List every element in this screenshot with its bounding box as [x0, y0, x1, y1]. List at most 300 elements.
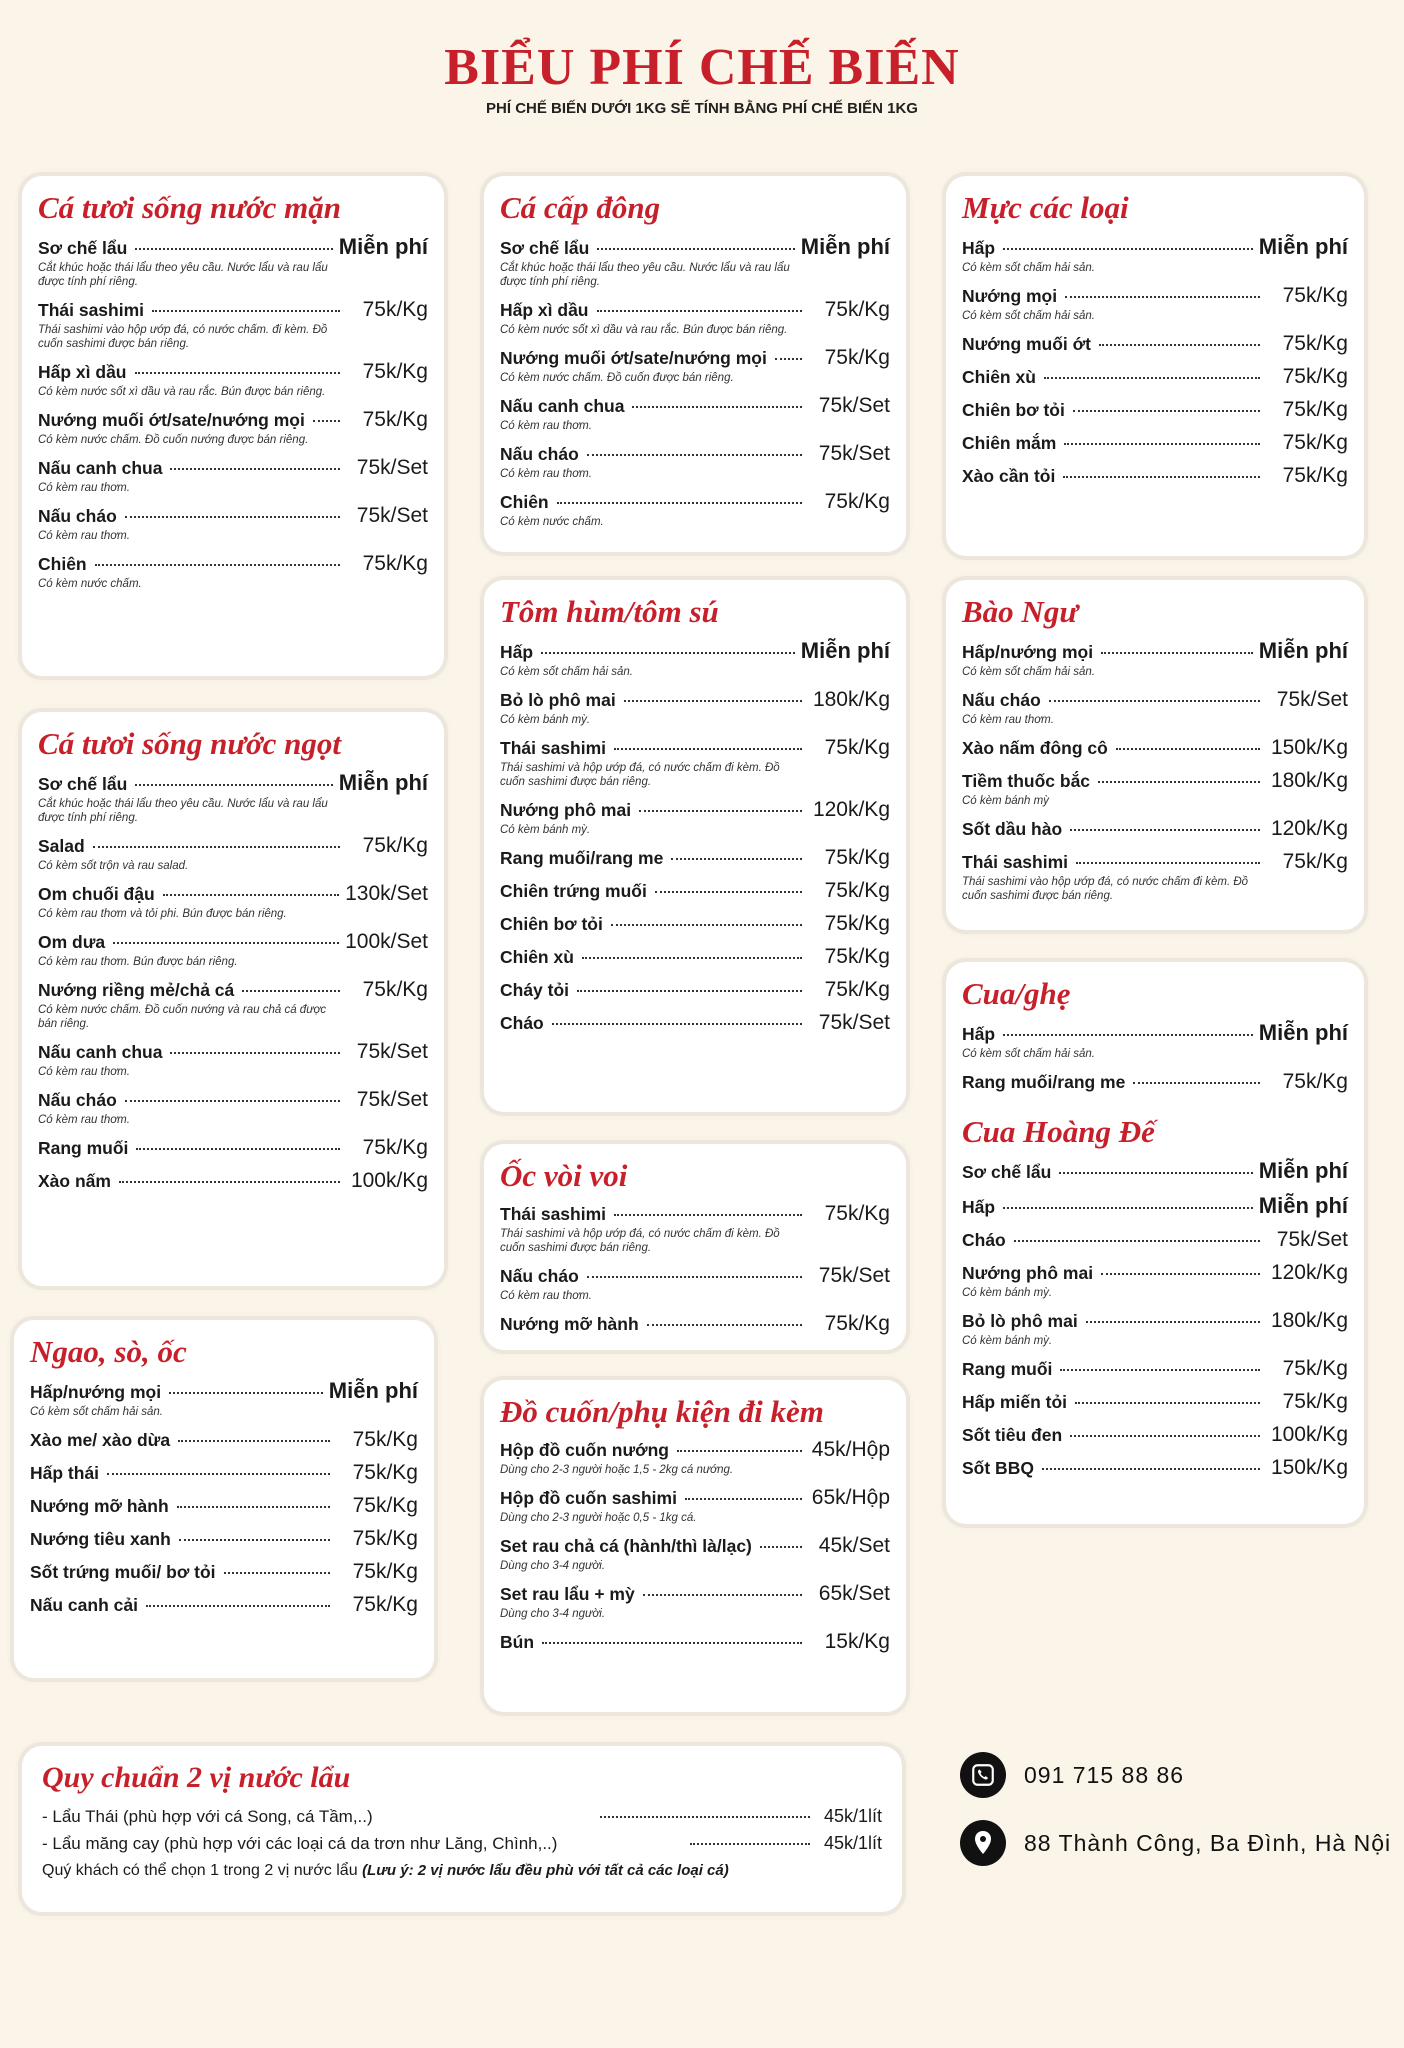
section-card — [946, 176, 1364, 556]
item-name: Cháo — [962, 1230, 1006, 1250]
menu-item-row — [962, 1390, 1348, 1414]
section-card — [946, 580, 1364, 930]
menu-item — [962, 736, 1348, 760]
leader-dots — [1070, 1435, 1260, 1437]
item-price: 75k/Kg — [824, 912, 890, 935]
item-price: 75k/Kg — [352, 1560, 418, 1583]
leader-dots — [1003, 1034, 1253, 1036]
broth-line-name: - Lẩu Thái (phù hợp với cá Song, cá Tầm,..) — [42, 1807, 373, 1826]
menu-item-row — [962, 365, 1348, 389]
leader-dots — [597, 310, 803, 312]
leader-dots — [242, 990, 340, 992]
item-name: Cháy tỏi — [500, 980, 570, 1000]
menu-item-row — [38, 882, 428, 906]
leader-dots — [1044, 377, 1260, 379]
item-price: 75k/Set — [818, 394, 890, 417]
item-note: Dùng cho 2-3 người hoặc 1,5 - 2kg cá nướng. — [500, 1464, 734, 1476]
menu-item-row — [30, 1378, 418, 1404]
section-title: Bào Ngư — [962, 594, 1078, 629]
leader-dots — [125, 516, 340, 518]
menu-item-row — [38, 770, 428, 796]
menu-item — [500, 346, 890, 385]
item-price: 75k/Kg — [362, 298, 428, 321]
item-name: Rang muối — [38, 1138, 129, 1158]
menu-item-row — [38, 978, 428, 1002]
menu-item — [38, 978, 428, 1031]
menu-item — [38, 882, 428, 921]
leader-dots — [685, 1498, 802, 1500]
menu-item — [962, 234, 1348, 275]
menu-item — [500, 1486, 890, 1525]
menu-item-row — [962, 398, 1348, 422]
leader-dots — [1073, 410, 1260, 412]
item-note: Có kèm nước chấm. Đồ cuốn nướng và rau chả cá được bán riêng. — [38, 1004, 327, 1030]
menu-item — [500, 234, 890, 289]
item-name: Nấu canh chua — [500, 396, 625, 416]
section-title: Cua/ghẹ — [962, 976, 1071, 1011]
menu-item-row — [500, 688, 890, 712]
item-price: 15k/Kg — [824, 1630, 890, 1653]
item-name: Sốt trứng muối/ bơ tỏi — [30, 1562, 216, 1582]
item-name: Nướng phô mai — [500, 800, 632, 820]
section-card — [484, 1144, 906, 1350]
menu-item-row — [38, 1088, 428, 1112]
item-note: Có kèm sốt chấm hải sản. — [500, 666, 633, 678]
leader-dots — [1075, 1402, 1260, 1404]
menu-item-row — [962, 431, 1348, 455]
section-title: Cá cấp đông — [500, 190, 661, 225]
item-name: Rang muối/rang me — [962, 1072, 1126, 1092]
item-price: 65k/Set — [818, 1582, 890, 1605]
item-name: Hấp/nướng mọi — [962, 642, 1094, 662]
item-note: Thái sashimi vào hộp ướp đá, có nước chấm. đi kèm. Đồ cuốn sashimi được bán riêng. — [38, 324, 328, 350]
item-name: Chiên — [38, 554, 87, 574]
section-card — [22, 712, 444, 1286]
menu-item-row — [38, 408, 428, 432]
item-name: Sơ chế lẩu — [962, 1162, 1052, 1182]
item-name: Om chuối đậu — [38, 884, 155, 904]
menu-item — [962, 1423, 1348, 1447]
menu-item — [500, 394, 890, 433]
menu-item — [38, 552, 428, 591]
item-name: Xào me/ xào dừa — [30, 1430, 171, 1450]
item-price: 75k/Kg — [1282, 365, 1348, 388]
menu-item-row — [500, 1438, 890, 1462]
section-title: Ốc vòi voi — [500, 1158, 628, 1193]
menu-item-row — [962, 1158, 1348, 1184]
broth-line — [42, 1806, 882, 1827]
leader-dots — [1014, 1240, 1260, 1242]
item-note: Có kèm rau thơm. — [38, 530, 130, 542]
leader-dots — [600, 1816, 810, 1818]
item-price: 75k/Kg — [362, 978, 428, 1001]
item-name: Nấu canh cải — [30, 1595, 138, 1615]
menu-item-row — [500, 736, 890, 760]
broth-line-price: 45k/1lít — [823, 1833, 883, 1853]
item-price: 75k/Kg — [352, 1461, 418, 1484]
menu-item — [38, 1136, 428, 1160]
item-price: 130k/Set — [345, 882, 428, 905]
menu-item — [962, 1261, 1348, 1300]
item-name: Set rau lẩu + mỳ — [500, 1584, 635, 1604]
item-price: 100k/Kg — [1270, 1423, 1348, 1446]
item-price: 75k/Kg — [1282, 284, 1348, 307]
item-price: 75k/Set — [1276, 1228, 1348, 1251]
item-note: Có kèm nước chấm. — [38, 578, 142, 590]
item-price: Miễn phí — [338, 234, 428, 259]
item-name: Hấp/nướng mọi — [30, 1382, 162, 1402]
broth-card — [22, 1746, 902, 1912]
leader-dots — [639, 810, 802, 812]
item-price: 75k/Kg — [1282, 332, 1348, 355]
item-price: Miễn phí — [338, 770, 428, 795]
menu-item-row — [962, 332, 1348, 356]
menu-item-row — [962, 1020, 1348, 1046]
item-price: 75k/Kg — [352, 1428, 418, 1451]
item-price: 75k/Kg — [362, 408, 428, 431]
item-name: Bỏ lò phô mai — [500, 690, 616, 710]
item-price: 75k/Kg — [824, 978, 890, 1001]
leader-dots — [643, 1594, 802, 1596]
item-note: Có kèm rau thơm và tỏi phi. Bún được bán riêng. — [38, 908, 287, 920]
leader-dots — [587, 1276, 802, 1278]
item-name: Xào nấm — [38, 1171, 111, 1191]
menu-item — [962, 638, 1348, 679]
leader-dots — [1116, 748, 1260, 750]
item-price: 75k/Set — [818, 1264, 890, 1287]
menu-item-row — [38, 1136, 428, 1160]
item-price: 120k/Kg — [1270, 817, 1348, 840]
menu-item-row — [962, 1228, 1348, 1252]
leader-dots — [119, 1181, 340, 1183]
menu-item — [38, 930, 428, 969]
menu-item — [962, 1456, 1348, 1480]
item-name: Nướng phô mai — [962, 1263, 1094, 1283]
menu-item — [500, 846, 890, 870]
item-note: Có kèm nước sốt xì dầu và rau rắc. Bún được bán riêng. — [38, 386, 326, 398]
menu-item-row — [962, 769, 1348, 793]
menu-item — [38, 234, 428, 289]
item-note: Có kèm sốt chấm hải sản. — [962, 1048, 1095, 1060]
item-name: Hộp đồ cuốn nướng — [500, 1440, 669, 1460]
leader-dots — [1049, 700, 1260, 702]
item-name: Xào cần tỏi — [962, 466, 1056, 486]
menu-item — [500, 1011, 890, 1035]
menu-item-row — [500, 394, 890, 418]
section-card — [484, 1380, 906, 1712]
menu-item-row — [962, 1423, 1348, 1447]
section-title: Cá tươi sống nước mặn — [38, 190, 341, 225]
menu-item — [30, 1461, 418, 1485]
item-name: Tiềm thuốc bắc — [962, 771, 1091, 791]
menu-item — [962, 1357, 1348, 1381]
item-note: Thái sashimi vào hộp ướp đá, có nước chấm đi kèm. Đồ cuốn sashimi được bán riêng. — [962, 876, 1249, 902]
item-name: Nấu cháo — [962, 690, 1041, 710]
leader-dots — [177, 1506, 330, 1508]
item-name: Nướng mỡ hành — [30, 1496, 169, 1516]
item-price: Miễn phí — [328, 1378, 418, 1403]
item-price: Miễn phí — [1258, 1020, 1348, 1045]
menu-item — [962, 464, 1348, 488]
menu-item — [500, 1312, 890, 1336]
item-price: 75k/Kg — [824, 846, 890, 869]
leader-dots — [95, 564, 340, 566]
leader-dots — [775, 358, 802, 360]
item-note: Có kèm sốt trộn và rau salad. — [38, 860, 189, 872]
menu-item — [962, 688, 1348, 727]
menu-item-row — [962, 638, 1348, 664]
menu-item — [500, 978, 890, 1002]
item-name: Nấu cháo — [38, 1090, 117, 1110]
item-name: Sốt tiêu đen — [962, 1425, 1063, 1445]
item-name: Chiên bơ tỏi — [500, 914, 603, 934]
item-price: 75k/Set — [356, 456, 428, 479]
item-price: 45k/Set — [818, 1534, 890, 1557]
item-name: Nấu cháo — [38, 506, 117, 526]
item-name: Nướng muối ớt/sate/nướng mọi — [38, 410, 305, 430]
menu-item — [500, 442, 890, 481]
item-note: Có kèm rau thơm. — [500, 468, 592, 480]
leader-dots — [224, 1572, 330, 1574]
item-price: Miễn phí — [1258, 1158, 1348, 1183]
menu-item-row — [500, 879, 890, 903]
item-name: Nấu cháo — [500, 444, 579, 464]
item-name: Sốt BBQ — [962, 1458, 1034, 1478]
item-name: Chiên bơ tỏi — [962, 400, 1065, 420]
item-price: 120k/Kg — [812, 798, 890, 821]
broth-line — [42, 1833, 882, 1854]
item-name: Hấp miến tỏi — [962, 1392, 1068, 1412]
item-name: Nấu cháo — [500, 1266, 579, 1286]
menu-item-row — [962, 817, 1348, 841]
menu-item — [30, 1560, 418, 1584]
menu-item-row — [30, 1593, 418, 1617]
menu-item — [500, 1264, 890, 1303]
item-price: 75k/Kg — [1282, 398, 1348, 421]
leader-dots — [136, 1148, 340, 1150]
item-name: Sơ chế lẩu — [500, 238, 590, 258]
item-price: 75k/Kg — [362, 360, 428, 383]
leader-dots — [1098, 781, 1260, 783]
item-price: 100k/Set — [345, 930, 428, 953]
leader-dots — [93, 846, 340, 848]
item-price: 75k/Set — [818, 1011, 890, 1034]
leader-dots — [1099, 344, 1260, 346]
item-note: Có kèm rau thơm. — [500, 1290, 592, 1302]
item-note: Thái sashimi và hộp ướp đá, có nước chấm đi kèm. Đồ cuốn sashimi được bán riêng. — [500, 762, 780, 788]
item-name: Rang muối — [962, 1359, 1053, 1379]
item-note: Có kèm bánh mỳ. — [962, 1287, 1053, 1299]
menu-item-row — [38, 930, 428, 954]
menu-item-row — [30, 1527, 418, 1551]
item-name: Nướng mọi — [962, 286, 1058, 306]
menu-item-row — [500, 1264, 890, 1288]
item-note: Cắt khúc hoặc thái lẩu theo yêu cầu. Nước lẩu và rau lẩu được tính phí riêng. — [38, 798, 328, 824]
menu-item — [38, 504, 428, 543]
menu-item — [500, 1630, 890, 1654]
menu-item — [30, 1494, 418, 1518]
item-price: 180k/Kg — [1270, 1309, 1348, 1332]
menu-item-row — [38, 456, 428, 480]
leader-dots — [163, 894, 339, 896]
menu-item-row — [962, 1456, 1348, 1480]
item-price: Miễn phí — [800, 234, 890, 259]
item-name: Thái sashimi — [38, 300, 145, 320]
item-price: Miễn phí — [1258, 1193, 1348, 1218]
item-note: Cắt khúc hoặc thái lẩu theo yêu cầu. Nước lẩu và rau lẩu được tính phí riêng. — [500, 262, 790, 288]
broth-line-price: 45k/1lít — [823, 1806, 882, 1826]
item-name: Chiên trứng muối — [500, 881, 647, 901]
menu-item-row — [500, 846, 890, 870]
menu-item-row — [500, 234, 890, 260]
item-note: Có kèm sốt chấm hải sản. — [962, 310, 1095, 322]
item-note: Thái sashimi và hộp ướp đá, có nước chấm đi kèm. Đồ cuốn sashimi được bán riêng. — [500, 1228, 780, 1254]
menu-item — [962, 1020, 1348, 1061]
menu-item — [38, 770, 428, 825]
leader-dots — [179, 1539, 330, 1541]
menu-item-row — [962, 1193, 1348, 1219]
item-price: 75k/Kg — [1282, 1070, 1348, 1093]
item-price: 75k/Set — [356, 1088, 428, 1111]
item-note: Có kèm rau thơm. — [38, 1066, 130, 1078]
leader-dots — [170, 1052, 340, 1054]
location-pin-icon — [960, 1820, 1006, 1866]
menu-item — [500, 912, 890, 936]
item-name: Chiên xù — [962, 367, 1036, 387]
section-card — [484, 176, 906, 552]
menu-item — [962, 332, 1348, 356]
item-note: Có kèm sốt chấm hải sản. — [962, 666, 1095, 678]
menu-item — [500, 638, 890, 679]
item-note: Dùng cho 3-4 người. — [500, 1608, 606, 1620]
item-name: Salad — [38, 836, 85, 856]
menu-item — [962, 1158, 1348, 1184]
leader-dots — [647, 1324, 802, 1326]
menu-item — [30, 1428, 418, 1452]
menu-item — [962, 1228, 1348, 1252]
item-price: 75k/Kg — [1282, 431, 1348, 454]
item-name: Bún — [500, 1632, 535, 1652]
item-name: Thái sashimi — [500, 738, 607, 758]
menu-item — [962, 769, 1348, 808]
item-name: Nấu canh chua — [38, 458, 163, 478]
item-note: Dùng cho 3-4 người. — [500, 1560, 606, 1572]
menu-item-row — [962, 688, 1348, 712]
item-note: Có kèm nước chấm. — [500, 516, 604, 528]
item-name: Set rau chả cá (hành/thì là/lạc) — [500, 1536, 752, 1556]
menu-item-row — [962, 850, 1348, 874]
menu-item-row — [500, 298, 890, 322]
menu-item — [962, 1309, 1348, 1348]
item-price: 150k/Kg — [1270, 1456, 1348, 1479]
menu-item — [962, 817, 1348, 841]
item-note: Có kèm bánh mỳ — [962, 795, 1049, 807]
item-name: Chiên — [500, 492, 549, 512]
menu-item-row — [38, 504, 428, 528]
item-name: Chiên xù — [500, 947, 574, 967]
menu-item — [30, 1527, 418, 1551]
phone-icon — [960, 1752, 1006, 1798]
menu-item-row — [38, 834, 428, 858]
item-price: 75k/Kg — [824, 1312, 890, 1335]
leader-dots — [577, 990, 802, 992]
item-price: 75k/Kg — [352, 1593, 418, 1616]
leader-dots — [614, 748, 802, 750]
item-price: 75k/Kg — [824, 346, 890, 369]
menu-item-row — [500, 346, 890, 370]
section-card — [14, 1320, 434, 1678]
item-note: Có kèm sốt chấm hải sản. — [962, 262, 1095, 274]
item-name: Chiên mắm — [962, 433, 1057, 453]
leader-dots — [1059, 1172, 1253, 1174]
section-title: Cua Hoàng Đế — [962, 1114, 1155, 1149]
broth-title: Quy chuẩn 2 vị nước lẩu — [42, 1761, 351, 1794]
leader-dots — [1064, 443, 1260, 445]
leader-dots — [611, 924, 802, 926]
item-note: Có kèm bánh mỳ. — [962, 1335, 1053, 1347]
leader-dots — [152, 310, 340, 312]
leader-dots — [557, 502, 802, 504]
item-name: Thái sashimi — [500, 1204, 607, 1224]
address-contact[interactable] — [960, 1820, 1391, 1866]
item-note: Có kèm rau thơm. — [500, 420, 592, 432]
menu-item — [500, 879, 890, 903]
menu-item — [500, 1582, 890, 1621]
leader-dots — [677, 1450, 802, 1452]
menu-item-row — [38, 234, 428, 260]
menu-item-row — [500, 1202, 890, 1226]
menu-item — [500, 736, 890, 789]
item-name: Xào nấm đông cô — [962, 738, 1108, 758]
leader-dots — [313, 420, 340, 422]
menu-item-row — [500, 490, 890, 514]
menu-item — [500, 1202, 890, 1255]
item-price: 75k/Kg — [1282, 850, 1348, 873]
broth-footer-text: Quý khách có thể chọn 1 trong 2 vị nước lẩu — [42, 1862, 358, 1879]
address-text: 88 Thành Công, Ba Đình, Hà Nội — [1024, 1829, 1392, 1856]
leader-dots — [1101, 1273, 1260, 1275]
menu-item-row — [500, 1630, 890, 1654]
item-name: Nướng muối ớt/sate/nướng mọi — [500, 348, 767, 368]
menu-item — [500, 298, 890, 337]
menu-item-row — [38, 360, 428, 384]
item-price: Miễn phí — [1258, 234, 1348, 259]
menu-item-row — [962, 1309, 1348, 1333]
leader-dots — [1042, 1468, 1260, 1470]
item-name: Hấp — [962, 238, 996, 258]
menu-item — [500, 490, 890, 529]
menu-item — [962, 284, 1348, 323]
menu-item-row — [500, 638, 890, 664]
item-name: Nướng tiêu xanh — [30, 1529, 171, 1549]
item-note: Có kèm bánh mỳ. — [500, 714, 591, 726]
phone-contact[interactable] — [960, 1752, 1184, 1798]
menu-item-row — [30, 1560, 418, 1584]
item-name: Hấp — [962, 1197, 996, 1217]
item-price: 180k/Kg — [812, 688, 890, 711]
menu-item-row — [38, 1169, 428, 1193]
leader-dots — [541, 652, 795, 654]
item-note: Có kèm rau thơm. Bún được bán riêng. — [38, 956, 238, 968]
leader-dots — [632, 406, 802, 408]
menu-item — [30, 1593, 418, 1617]
leader-dots — [135, 248, 333, 250]
leader-dots — [169, 1392, 323, 1394]
item-name: Hấp xì dầu — [500, 300, 589, 320]
section-title: Mực các loại — [962, 190, 1129, 225]
item-price: 100k/Kg — [350, 1169, 428, 1192]
menu-item-row — [500, 798, 890, 822]
